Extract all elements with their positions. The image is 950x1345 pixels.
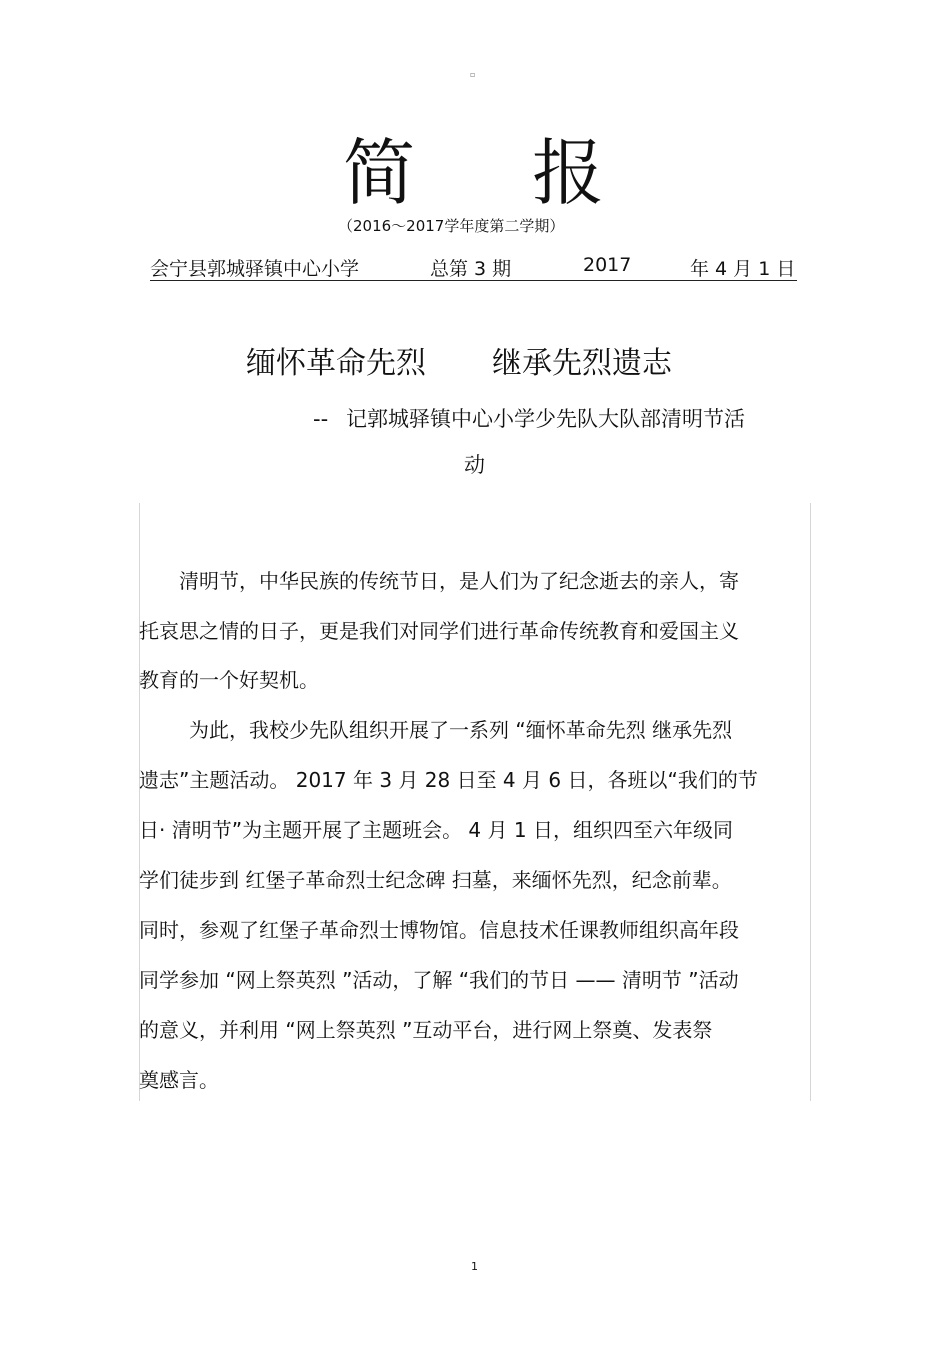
- body-line: 为此，我校少先队组织开展了一系列 “缅怀革命先烈 继承先烈: [189, 718, 733, 742]
- body-line: 奠感言。: [139, 1068, 219, 1092]
- title-char-1: 简: [343, 131, 416, 215]
- article-subtitle-line-1: 记郭城驿镇中心小学少先队大队部清明节活: [346, 407, 745, 431]
- issue-header-line: [150, 252, 797, 281]
- title-char-2: 报: [532, 131, 605, 215]
- issue-year: 2017: [583, 254, 632, 276]
- page-number: 1: [471, 1260, 478, 1273]
- body-line: 的意义，并利用 “网上祭英烈 ”互动平台，进行网上祭奠、发表祭: [139, 1018, 713, 1042]
- article-subtitle-prefix: --: [313, 407, 329, 431]
- body-line: 清明节，中华民族的传统节日，是人们为了纪念逝去的亲人，寄: [179, 569, 739, 593]
- body-line: 同时，参观了红堡子革命烈士博物馆。信息技术任课教师组织高年段: [139, 918, 739, 942]
- issue-date: 年 4 月 1 日: [690, 258, 796, 280]
- article-title-part-1: 缅怀革命先烈: [246, 346, 426, 381]
- school-name: 会宁县郭城驿镇中心小学: [150, 258, 360, 280]
- body-line: 日· 清明节”为主题开展了主题班会。 4 月 1 日，组织四至六年级同: [139, 818, 733, 842]
- article-subtitle-line-2: 动: [464, 453, 485, 477]
- body-line: 教育的一个好契机。: [139, 668, 319, 692]
- body-line: 同学参加 “网上祭英烈 ”活动，了解 “我们的节日 —— 清明节 ”活动: [139, 968, 739, 992]
- article-title-part-2: 继承先烈遗志: [492, 346, 672, 381]
- body-line: 托哀思之情的日子，更是我们对同学们进行革命传统教育和爱国主义: [139, 619, 739, 643]
- top-mark: ▫: [470, 70, 476, 79]
- issue-number: 总第 3 期: [430, 258, 512, 280]
- body-line: 遗志”主题活动。 2017 年 3 月 28 日至 4 月 6 日，各班以“我们的节: [139, 768, 758, 792]
- term-subtitle: （2016～2017学年度第二学期）: [338, 217, 565, 235]
- body-line: 学们徒步到 红堡子革命烈士纪念碑 扫墓，来缅怀先烈，纪念前辈。: [139, 868, 732, 892]
